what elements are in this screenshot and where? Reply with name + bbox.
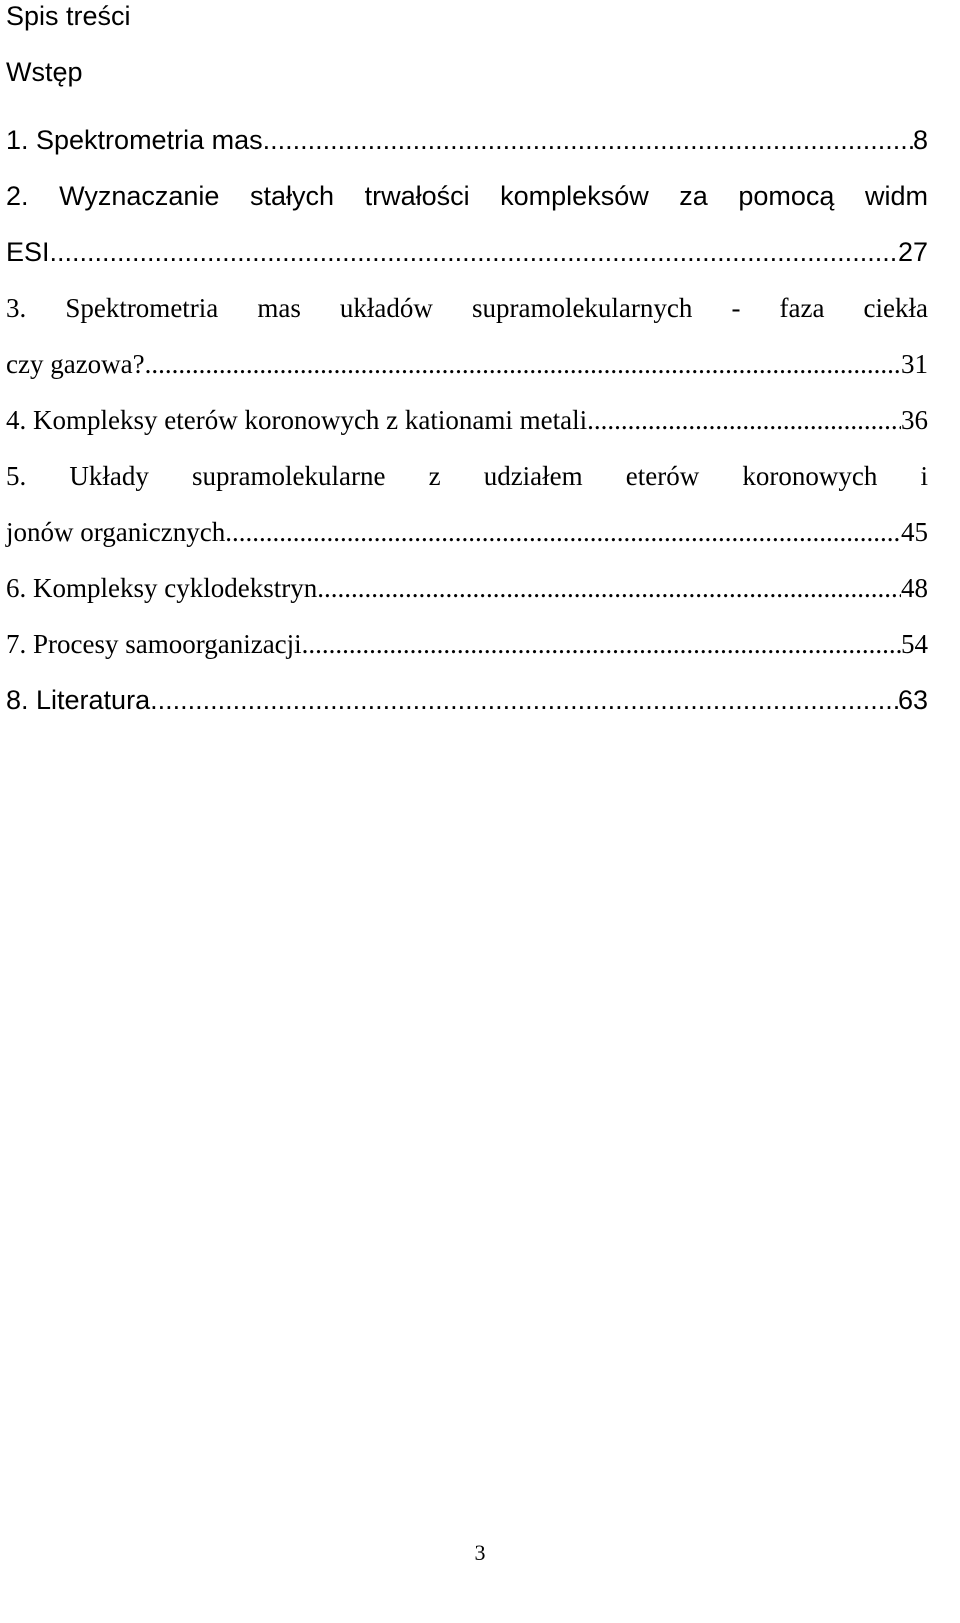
toc-leader-dots xyxy=(50,237,898,268)
toc-entry-label: czy gazowa? xyxy=(6,348,145,379)
toc-entry-page: 36 xyxy=(901,404,928,435)
toc-entry-page: 27 xyxy=(897,236,928,267)
toc-entry-label: 6. Kompleksy cyklodekstryn xyxy=(6,572,318,603)
toc-entry-label: jonów organicznych xyxy=(6,516,226,547)
toc-entry-page: 45 xyxy=(901,516,928,547)
toc-intro: Wstęp xyxy=(6,57,83,87)
toc-leader-dots xyxy=(587,405,901,436)
toc-leader-dots xyxy=(225,517,901,548)
toc-entry-label: ESI xyxy=(6,236,50,267)
toc-leader-dots xyxy=(150,685,898,716)
toc-entry-label: 1. Spektrometria mas xyxy=(6,124,263,155)
table-of-contents xyxy=(6,112,928,728)
toc-entry-page: 63 xyxy=(897,684,928,715)
toc-entry-label-line1: 3. Spektrometria mas układów supramolekularnych - faza ciekła xyxy=(6,293,928,323)
toc-entry-page: 8 xyxy=(912,124,928,155)
toc-entry-1 xyxy=(6,112,928,168)
toc-leader-dots xyxy=(302,629,901,660)
toc-leader-dots xyxy=(145,349,901,380)
toc-entry-7 xyxy=(6,616,928,672)
toc-entry-page: 48 xyxy=(901,572,928,603)
toc-entry-label: 8. Literatura xyxy=(6,684,151,715)
toc-entry-label: 4. Kompleksy eterów koronowych z kationami metali xyxy=(6,404,588,435)
toc-entry-2-line-1 xyxy=(6,168,928,224)
toc-entry-3-line-2 xyxy=(6,336,928,392)
toc-entry-page: 54 xyxy=(901,628,928,659)
toc-entry-label-line1: 2. Wyznaczanie stałych trwałości kompleksów za pomocą widm xyxy=(6,181,928,211)
toc-title: Spis treści xyxy=(6,1,131,31)
toc-entry-3-line-1 xyxy=(6,280,928,336)
toc-entry-6 xyxy=(6,560,928,616)
toc-entry-label-line1: 5. Układy supramolekularne z udziałem eterów koronowych i xyxy=(6,461,928,491)
toc-entry-5-line-2 xyxy=(6,504,928,560)
page-number: 3 xyxy=(474,1540,486,1565)
toc-leader-dots xyxy=(317,573,901,604)
toc-entry-8 xyxy=(6,672,928,728)
toc-entry-label: 7. Procesy samoorganizacji xyxy=(6,628,302,659)
toc-entry-page: 31 xyxy=(901,348,928,379)
toc-entry-4 xyxy=(6,392,928,448)
toc-leader-dots xyxy=(263,125,913,156)
toc-entry-2-line-2 xyxy=(6,224,928,280)
toc-entry-5-line-1 xyxy=(6,448,928,504)
